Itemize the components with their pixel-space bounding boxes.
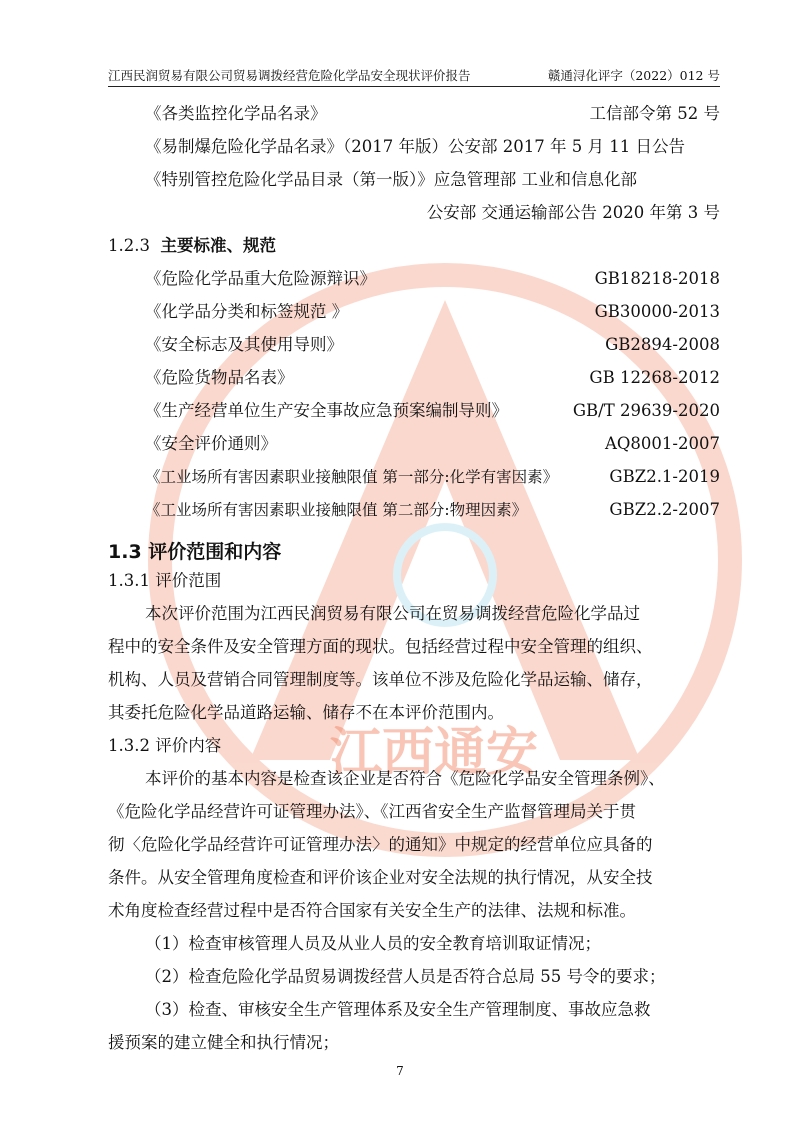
paragraph-line: 《危险化学品经营许可证管理办法》、《江西省安全生产监督管理局关于贯 <box>108 802 636 821</box>
list-item: （3）检查、审核安全生产管理体系及安全生产管理制度、事故应急救 <box>145 1000 651 1019</box>
section-title: 评价范围 <box>155 571 222 590</box>
page-number: 7 <box>396 1064 404 1078</box>
section-heading <box>108 735 221 757</box>
section-number: 1.2.3 <box>108 236 150 255</box>
standard-title: 《化学品分类和标签规范 》 <box>145 302 349 321</box>
reg-line: 《易制爆危险化学品名录》（2017 年版）公安部 2017 年 5 月 11 日公告 <box>145 137 685 156</box>
section-title: 评价内容 <box>155 736 222 755</box>
reg-title: 《各类监控化学品名录》 <box>145 104 327 123</box>
standard-code: GBZ2.1-2019 <box>609 467 720 486</box>
section-number: 1.3.1 <box>108 571 150 590</box>
standard-code: GB2894-2008 <box>605 335 720 354</box>
list-item: 援预案的建立健全和执行情况； <box>108 1033 339 1052</box>
paragraph-line: 机构、人员及营销合同管理制度等。该单位不涉及危险化学品运输、储存， <box>108 670 653 689</box>
section-heading-1-3: 1.3 评价范围和内容 <box>108 541 282 563</box>
standard-title: 《工业场所有害因素职业接触限值 第一部分:化学有害因素》 <box>145 468 559 486</box>
paragraph-line: 程中的安全条件及安全管理方面的现状。包括经营过程中安全管理的组织、 <box>108 637 653 656</box>
standard-title: 《生产经营单位生产安全事故应急预案编制导则》 <box>145 401 508 420</box>
reg-line: 公安部 交通运输部公告 2020 年第 3 号 <box>426 203 720 222</box>
section-heading <box>108 235 276 257</box>
standard-title: 《安全评价通则》 <box>145 434 277 453</box>
reg-line: 《特别管控危险化学品目录（第一版）》应急管理部 工业和信息化部 <box>145 170 637 189</box>
standard-code: GB/T 29639-2020 <box>572 401 720 420</box>
standard-code: AQ8001-2007 <box>604 434 720 453</box>
section-heading <box>108 570 221 592</box>
standard-title: 《安全标志及其使用导则》 <box>145 335 343 354</box>
section-number: 1.3.2 <box>108 736 150 755</box>
standard-code: GB 12268-2012 <box>589 368 720 387</box>
header-doc-number: 赣通浔化评字（2022）012 号 <box>547 68 720 83</box>
standard-code: GBZ2.2-2007 <box>609 500 720 519</box>
paragraph-line: 术角度检查经营过程中是否符合国家有关安全生产的法律、法规和标准。 <box>108 901 636 920</box>
standard-title: 《危险化学品重大危险源辩识》 <box>145 269 376 288</box>
standard-code: GB18218-2018 <box>594 269 720 288</box>
paragraph-line: 条件。从安全管理角度检查和评价该企业对安全法规的执行情况，从安全技 <box>108 868 653 887</box>
standard-title: 《危险货物品名表》 <box>145 368 294 387</box>
list-item: （2）检查危险化学品贸易调拨经营人员是否符合总局 55 号令的要求； <box>145 967 666 986</box>
section-title: 主要标准、规范 <box>160 236 276 255</box>
paragraph-line: 其委托危险化学品道路运输、储存不在本评价范围内。 <box>108 703 504 722</box>
standard-code: GB30000-2013 <box>594 302 720 321</box>
standard-title: 《工业场所有害因素职业接触限值 第二部分:物理因素》 <box>145 501 528 519</box>
paragraph-line: 本次评价范围为江西民润贸易有限公司在贸易调拨经营危险化学品过 <box>145 604 640 623</box>
list-item: （1）检查审核管理人员及从业人员的安全教育培训取证情况； <box>145 934 601 953</box>
reg-ref: 工信部令第 52 号 <box>589 104 720 123</box>
watermark-text: 江西通安 <box>330 723 539 783</box>
paragraph-line: 彻〈危险化学品经营许可证管理办法〉的通知》中规定的经营单位应具备的 <box>108 835 653 854</box>
paragraph-line: 本评价的基本内容是检查该企业是否符合《危险化学品安全管理条例》、 <box>145 769 665 788</box>
page-header <box>108 64 720 87</box>
header-title: 江西民润贸易有限公司贸易调拨经营危险化学品安全现状评价报告 <box>108 68 471 83</box>
